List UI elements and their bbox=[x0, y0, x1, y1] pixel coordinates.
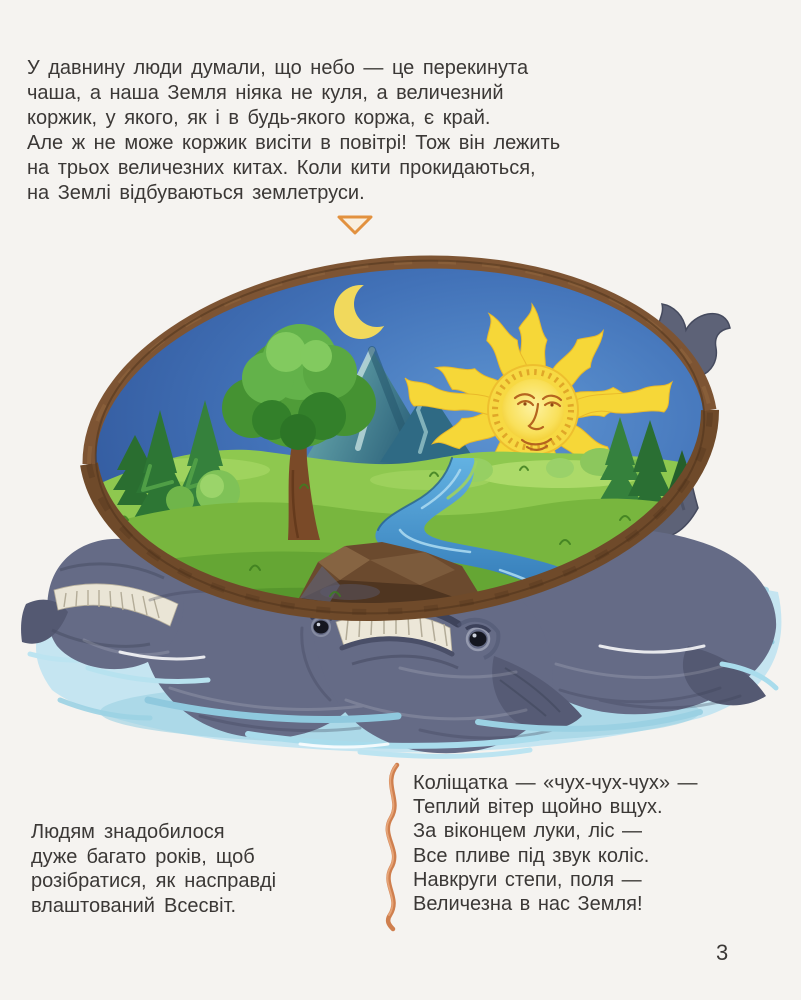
triangle-marker bbox=[339, 217, 371, 233]
text-line: У давнину люди думали, що небо — це перекинута bbox=[27, 57, 529, 79]
text-line: Але ж не може коржик висіти в повітрі! Тож він лежить bbox=[27, 132, 561, 154]
text-line: чаша, а наша Земля ніяка не куля, а величезний bbox=[27, 82, 504, 104]
poem-line: Навкруги степи, поля — bbox=[413, 868, 642, 891]
text-line: на Землі відбуваються землетруси. bbox=[27, 182, 365, 204]
text-line: розібратися, як насправді bbox=[31, 870, 277, 892]
poem-block bbox=[413, 771, 698, 916]
intro-paragraph bbox=[27, 56, 560, 206]
moon bbox=[334, 285, 388, 339]
poem-line: За віконцем луки, ліс — bbox=[413, 820, 643, 843]
left-note-paragraph bbox=[31, 820, 276, 918]
poem-line: Теплий вітер щойно вщух. bbox=[413, 796, 663, 819]
poem-line: Величезна в нас Земля! bbox=[413, 893, 643, 916]
text-line: влаштований Всесвіт. bbox=[31, 894, 237, 917]
page-number: 3 bbox=[716, 940, 729, 965]
squiggle-divider bbox=[387, 765, 397, 929]
poem-line: Коліщатка — «чух-чух-чух» — bbox=[413, 772, 698, 794]
poem-line: Все пливе під звук коліс. bbox=[413, 844, 650, 867]
text-line: дуже багато років, щоб bbox=[31, 845, 255, 868]
text-line: на трьох величезних китах. Коли кити прокидаються, bbox=[27, 157, 536, 179]
text-line: коржик, у якого, як і в будь-якого коржа, є край. bbox=[27, 107, 491, 129]
text-line: Людям знадобилося bbox=[31, 821, 225, 843]
